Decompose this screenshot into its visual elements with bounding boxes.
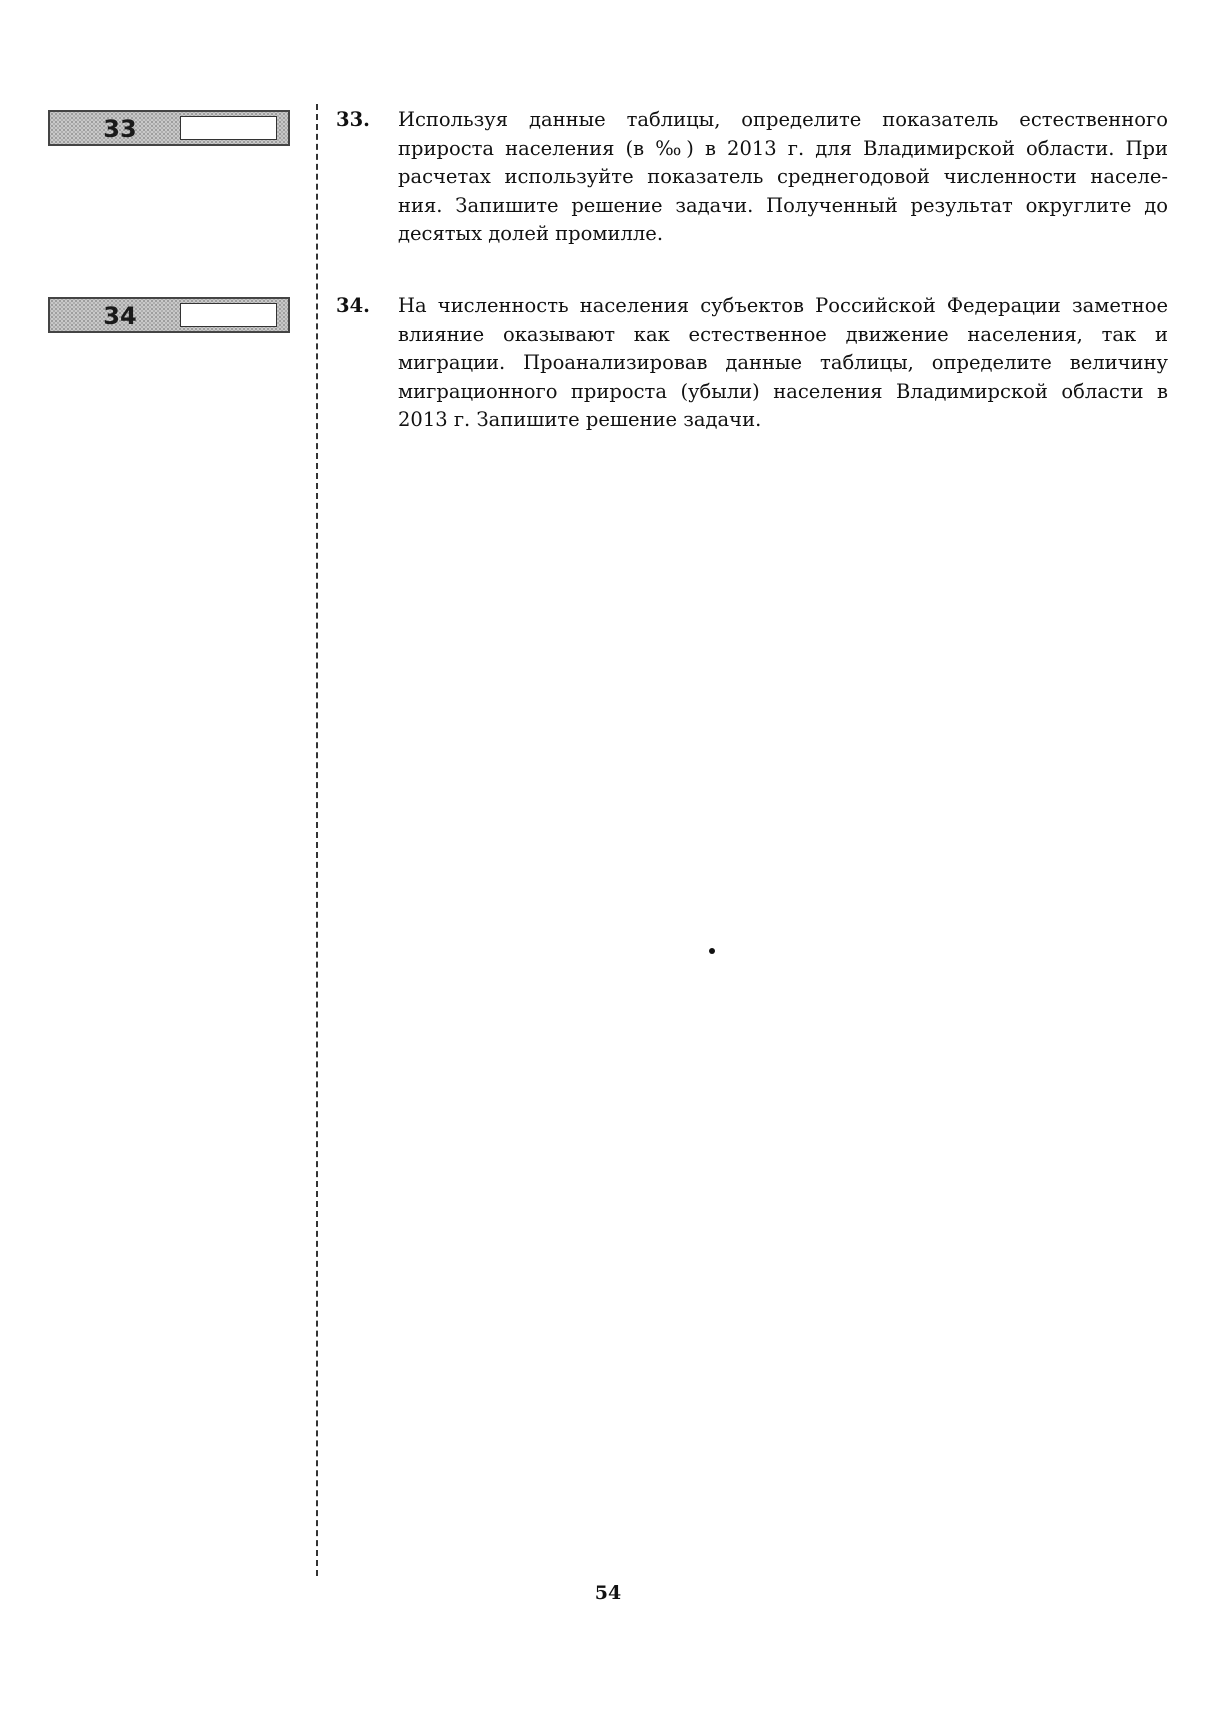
task-number: 34.	[336, 294, 370, 317]
answer-field[interactable]	[180, 303, 277, 327]
answer-box-number: 34	[103, 302, 137, 330]
dashed-cut-line	[316, 104, 318, 1576]
answer-box-33	[48, 110, 290, 146]
page-number: 54	[594, 1582, 622, 1604]
answer-box-34	[48, 297, 290, 333]
task-text: Используя данные таблицы, определите показатель естественного прироста населения (в ‰) в 2013 г. для Владимирской области. При расчетах используйте показатель среднегодовой численности населения. Запишите решение задачи. Полученный результат округлите до десятых долей промилле.	[398, 108, 1168, 245]
answer-field[interactable]	[180, 116, 277, 140]
task-34	[336, 292, 1168, 435]
task-text: На численность населения субъектов Российской Федерации заметное влияние оказывают как естественное движение населения, так и миграции. Проанализировав данные таблицы, определите величину миграционного прироста (убыли) населения Владимирской области в 2013 г. Запишите решение задачи.	[398, 294, 1168, 431]
task-33	[336, 106, 1168, 249]
task-number: 33.	[336, 108, 370, 131]
scan-speck	[709, 948, 715, 954]
answer-box-number: 33	[103, 115, 137, 143]
